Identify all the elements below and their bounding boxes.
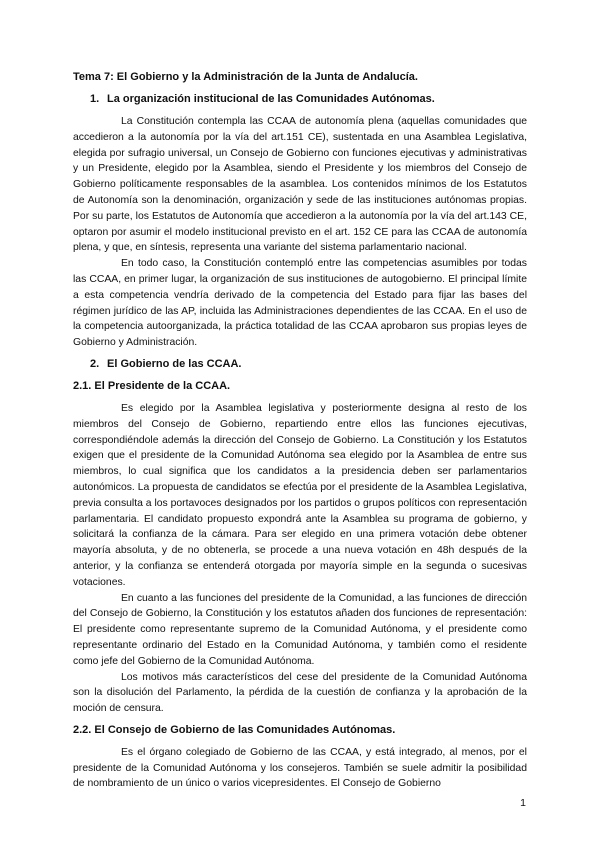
paragraph: En todo caso, la Constitución contempló entre las competencias asumibles por todas las CCAA, en primer lugar, la organización de sus instituciones de autogobierno. El principal límite a esta competencia vendría derivado de la competencia del Estado para fijar las bases del régimen jurídico de las AP, incluida las Administraciones dependientes de las CCAA. En el uso de la competencia autoorganizada, la práctica totalidad de las CCAA aprobaron sus propias leyes de Gobierno y Administración. — [73, 258, 527, 349]
subsection-2-2-heading: 2.2. El Consejo de Gobierno de las Comunidades Autónomas. — [73, 723, 396, 736]
section-1-number: 1. — [90, 93, 100, 105]
paragraph: Los motivos más característicos del cese del presidente de la Comunidad Autónoma son la disolución del Parlamento, la pérdida de la cuestión de confianza y la aprobación de la moción de censura. — [73, 671, 527, 715]
paragraph: Es elegido por la Asamblea legislativa y posteriormente designa al resto de los miembros del Consejo de Gobierno, repartiendo entre ellos las funciones ejecutivas, correspondiéndole además la dirección del Consejo de Gobierno. La Constitución y los Estatutos exigen que el presidente de la Comunidad Autónoma sea elegido por la Asamblea de entre sus miembros, lo cual significa que los candidatos a la presidencia deben ser parlamentarios autonómicos. La propuesta de candidatos se efectúa por el presidente de la Asamblea Legislativa, previa consulta a los portavoces designados por los partidos o grupos políticos con representación parlamentaria. El candidato propuesto expondrá ante la Asamblea su programa de gobierno, y solicitará la confianza de la cámara. Para ser elegido en una primera votación debe obtener mayoría absoluta, y de no obtenerla, se procede a una nueva votación en 48h después de la anterior, y la confianza se entenderá otorgada por mayoría simple en la segunda o sucesivas votaciones. — [73, 402, 527, 588]
paragraph: Es el órgano colegiado de Gobierno de las CCAA, y está integrado, al menos, por el presidente de la Comunidad Autónoma y los consejeros. También se suele admitir la posibilidad de nombramiento de un único o varios vicepresidentes. El Consejo de Gobierno — [73, 746, 527, 790]
subsection-2-1-heading: 2.1. El Presidente de la CCAA. — [73, 379, 231, 392]
section-1-title: La organización institucional de las Comunidades Autónomas. — [107, 93, 435, 105]
paragraph: En cuanto a las funciones del presidente de la Comunidad, a las funciones de dirección del Consejo de Gobierno, la Constitución y los estatutos añaden dos funciones de representación: El presidente como representante supremo de la Comunidad Autónoma, y el presidente como representante ordinario del Estado en la Comunidad Autónoma, y también como el residente como jefe del Gobierno de la Comunidad Autónoma. — [73, 592, 527, 667]
paragraph: La Constitución contempla las CCAA de autonomía plena (aquellas comunidades que accedieron a la autonomía por la vía del art.151 CE), sustentada en una Asamblea Legislativa, elegida por sufragio universal, un Consejo de Gobierno con funciones ejecutivas y administrativas y un Presidente, elegido por la Asamblea, siendo el Presidente y los miembros del Consejo de Gobierno políticamente responsables de la asamblea. Los contenidos mínimos de los Estatutos de Autonomía son la denominación, organización y sede de las instituciones autónomas propias. Por su parte, los Estatutos de Autonomía que accedieron a la autonomía por la vía del art.143 CE, optaron por asumir el modelo institucional previsto en el art. 152 CE para las CCAA de autonomía plena, y que, en síntesis, representa una variante del sistema parlamentario nacional. — [73, 116, 527, 254]
section-2-title: El Gobierno de las CCAA. — [107, 357, 242, 370]
section-2-number: 2. — [90, 357, 100, 370]
section-1-heading — [73, 92, 527, 106]
document-title: Tema 7: El Gobierno y la Administración de la Junta de Andalucía. — [73, 71, 418, 83]
section-2-heading — [73, 357, 527, 371]
page-number: 1 — [520, 797, 526, 809]
